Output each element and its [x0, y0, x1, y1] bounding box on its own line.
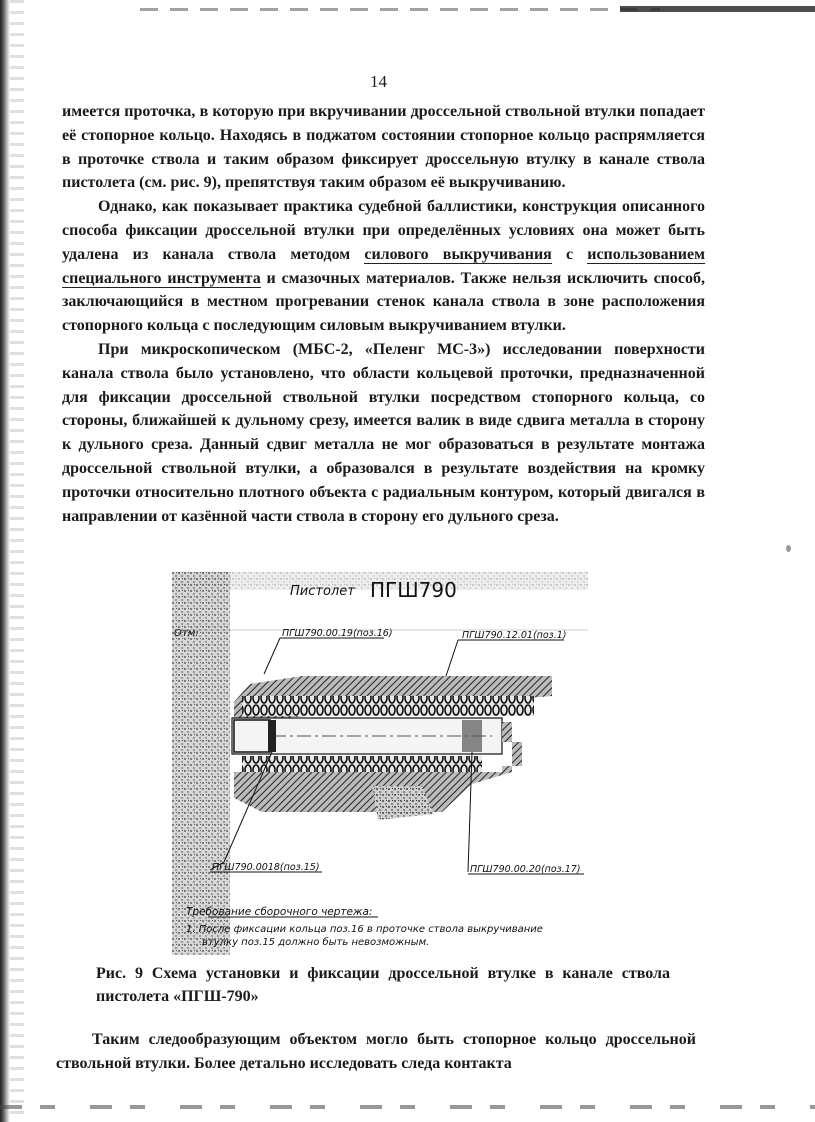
- paragraph-3: [62, 338, 705, 528]
- label-top-right: ПГШ790.12.01(поз.1): [462, 630, 567, 641]
- requirements-title: Требование сборочного чертежа:: [186, 906, 373, 918]
- figure-title: ПГШ790: [370, 578, 457, 602]
- paragraph-2-text-c: и смазочных материалов. Также нельзя исключить способ, заключающийся в местном прогревании стенок канала ствола в зоне расположения стопорного кольца с последующим силовым выкручиванием втулки.: [62, 269, 705, 335]
- paragraph-1-text: имеется проточка, в которую при вкручивании дроссельной ствольной втулки попадает её стопорное кольцо. Находясь в поджатом состоянии стопорное кольцо распрямляется в проточке ствола и таким образом фиксирует дроссельную втулку в канале ствола пистолета (см. рис. 9), препятствуя таким образом её выкручиванию.: [62, 103, 705, 192]
- paragraph-3-text: При микроскопическом (МБС-2, «Пеленг МС-3») исследовании поверхности канала ствола было установлено, что области кольцевой проточки, предназначенной для фиксации дроссельной ствольной втулки посредством стопорного кольца, со стороны, ближайшей к дульному срезу, имеется валик в виде сдвига металла в сторону к дульного среза. Данный сдвиг металла не мог образоваться в результате монтажа дроссельной ствольной втулки, а образовался в результате воздействия на кромку проточки относительно плотного объекта с радиальным контуром, который двигался в направлении от казённой части ствола в сторону его дульного среза.: [62, 340, 705, 525]
- paragraph-2-text-a: Однако, как показывает практика судебной баллистики, конструкция описанного способа фиксации дроссельной втулки при определённых условиях она может быть удалена из канала ствола методом: [62, 198, 705, 263]
- scan-speck: [786, 545, 791, 552]
- label-bottom-left: ПГШ790.0018(поз.15): [212, 862, 320, 873]
- figure-9-drawing: [172, 572, 588, 955]
- technical-drawing: [172, 572, 588, 955]
- scan-edge-left: [0, 0, 10, 1122]
- paragraph-2: [62, 195, 705, 338]
- final-paragraph-text: Таким следообразующим объектом могло быть стопорное кольцо дроссельной ствольной втулки. Более детально исследовать следа контакта: [56, 1031, 696, 1072]
- underlined-phrase-1: силового выкручивания: [364, 245, 552, 263]
- figure-caption: Рис. 9 Схема установки и фиксации дроссельной втулке в канале ствола пистолета «ПГШ-790»: [96, 965, 670, 1005]
- underlined-phrase-2: использованием специального инструмента: [62, 245, 706, 287]
- scan-edge-texture: [10, 0, 24, 1122]
- scan-top-corner-artifact: [620, 6, 815, 12]
- figure-title-prefix: Пистолет: [290, 584, 355, 599]
- label-bottom-right: ПГШ790.00.20(поз.17): [470, 864, 581, 875]
- sleeve-insert: [462, 720, 482, 752]
- requirement-line-1: 1. После фиксации кольца поз.16 в проточке ствола выкручивание: [186, 924, 543, 935]
- rifling-coil-upper: [242, 696, 534, 716]
- paragraph-1: [62, 100, 705, 195]
- final-paragraph: [56, 1028, 696, 1075]
- scan-bottom-artifact: [0, 1105, 815, 1109]
- scan-top-artifact: [140, 8, 660, 11]
- paragraph-2-text-b: с: [551, 245, 588, 263]
- rifling-coil-lower: [242, 756, 482, 772]
- requirement-line-2: втулку поз.15 должно быть невозможным.: [202, 937, 430, 948]
- figure-side-label: Отм:: [174, 628, 199, 639]
- page-number: 14: [370, 72, 387, 91]
- leader-top-left: [264, 638, 280, 674]
- label-top-left: ПГШ790.00.19(поз.16): [282, 628, 393, 639]
- body-text: [62, 100, 705, 528]
- retaining-ring: [268, 720, 276, 752]
